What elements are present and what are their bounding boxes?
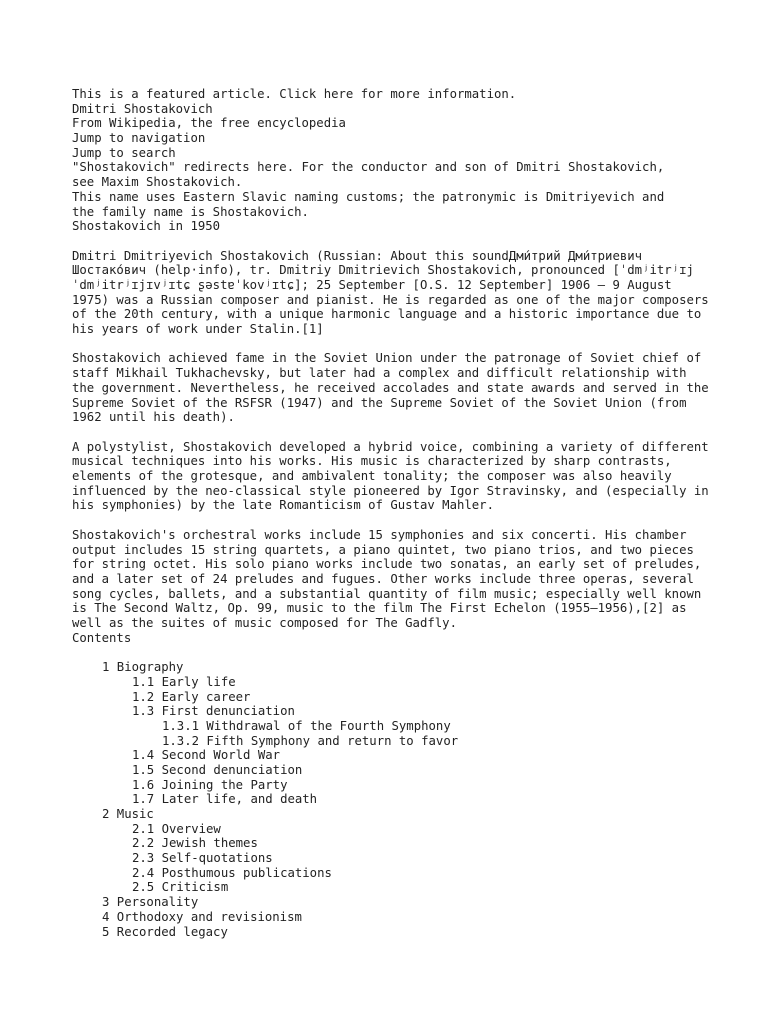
toc-item[interactable]: 2.5 Criticism <box>132 880 229 895</box>
table-of-contents <box>72 660 762 939</box>
toc-item[interactable]: 1.3.1 Withdrawal of the Fourth Symphony <box>162 718 451 733</box>
article <box>72 87 762 939</box>
image-caption: Shostakovich in 1950 <box>72 219 221 234</box>
toc-item[interactable]: 1.1 Early life <box>132 674 236 689</box>
toc-item[interactable]: 2.1 Overview <box>132 821 221 836</box>
intro-paragraph: Shostakovich's orchestral works include 15 symphonies and six concerti. His chamber output includes 15 string quartets, a piano quintet, two piano trios, and two pieces for string octet. His solo piano works include two sonatas, an early set of preludes, and a later set of 24 preludes and fugues. Other works include three operas, several song cycles, ballets, and a substantial quantity of film music; especially well known is The Second Waltz, Op. 99, music to the film The First Echelon (1955–1956),[2] as well as the suites of music composed for The Gadfly. <box>72 527 702 631</box>
toc-item[interactable]: 1.3.2 Fifth Symphony and return to favor <box>162 733 459 748</box>
toc-item[interactable]: 5 Recorded legacy <box>102 924 228 939</box>
toc-item[interactable]: 3 Personality <box>102 895 199 910</box>
article-title: Dmitri Shostakovich <box>72 101 213 116</box>
spacer <box>72 234 762 249</box>
spacer <box>72 425 762 440</box>
toc-item[interactable]: 2.2 Jewish themes <box>132 836 258 851</box>
toc-item[interactable]: 1.2 Early career <box>132 689 251 704</box>
toc-item[interactable]: 1.7 Later life, and death <box>132 792 318 807</box>
intro-paragraph: Dmitri Dmitriyevich Shostakovich (Russian: About this soundДми́трий Дми́триевич Шостако́вич (help·info), tr. Dmitriy Dmitrievich Shostakovich, pronounced [ˈdmʲitrʲɪj ˈdmʲitrʲɪjɪvʲɪtɕ ʂəstɐˈkovʲɪtɕ]; 25 September [O.S. 12 September] 1906 – 9 August 1975) was a Russian composer and pianist. He is regarded as one of the major composers of the 20th century, with a unique harmonic language and a historic importance due to his years of work under Stalin.[1] <box>72 248 709 337</box>
contents-heading: Contents <box>72 630 132 645</box>
naming-notice-cont: the family name is Shostakovich. <box>72 204 309 219</box>
naming-notice: This name uses Eastern Slavic naming customs; the patronymic is Dmitriyevich and <box>72 189 665 204</box>
toc-item[interactable]: 4 Orthodoxy and revisionism <box>102 909 302 924</box>
toc-item[interactable]: 1.4 Second World War <box>132 748 281 763</box>
toc-item[interactable]: 1.6 Joining the Party <box>132 777 288 792</box>
jump-to-navigation-link[interactable]: Jump to navigation <box>72 131 206 146</box>
toc-item[interactable]: 2 Music <box>102 807 154 822</box>
toc-item[interactable]: 1 Biography <box>102 660 184 675</box>
toc-item[interactable]: 2.3 Self-quotations <box>132 851 273 866</box>
redirect-hatnote-link[interactable]: see Maxim Shostakovich. <box>72 175 243 190</box>
toc-item[interactable]: 1.5 Second denunciation <box>132 762 303 777</box>
spacer <box>72 337 762 352</box>
spacer <box>72 513 762 528</box>
jump-to-search-link[interactable]: Jump to search <box>72 145 176 160</box>
toc-item[interactable]: 2.4 Posthumous publications <box>132 865 332 880</box>
article-source: From Wikipedia, the free encyclopedia <box>72 116 346 131</box>
spacer <box>72 645 762 660</box>
intro-paragraph: A polystylist, Shostakovich developed a hybrid voice, combining a variety of different musical techniques into his works. His music is characterized by sharp contrasts, elements of the grotesque, and ambivalent tonality; the composer was also heavily influenced by the neo-classical style pioneered by Igor Stravinsky, and (especially in his symphonies) by the late Romanticism of Gustav Mahler. <box>72 439 709 513</box>
featured-notice-link[interactable]: This is a featured article. Click here for more information. <box>72 87 517 101</box>
redirect-hatnote: "Shostakovich" redirects here. For the conductor and son of Dmitri Shostakovich, <box>72 160 665 175</box>
toc-item[interactable]: 1.3 First denunciation <box>132 704 295 719</box>
intro-paragraph: Shostakovich achieved fame in the Soviet Union under the patronage of Soviet chief of staff Mikhail Tukhachevsky, but later had a complex and difficult relationship with the government. Nevertheless, he received accolades and state awards and served in the Supreme Soviet of the RSFSR (1947) and the Supreme Soviet of the Soviet Union (from 1962 until his death). <box>72 351 709 425</box>
